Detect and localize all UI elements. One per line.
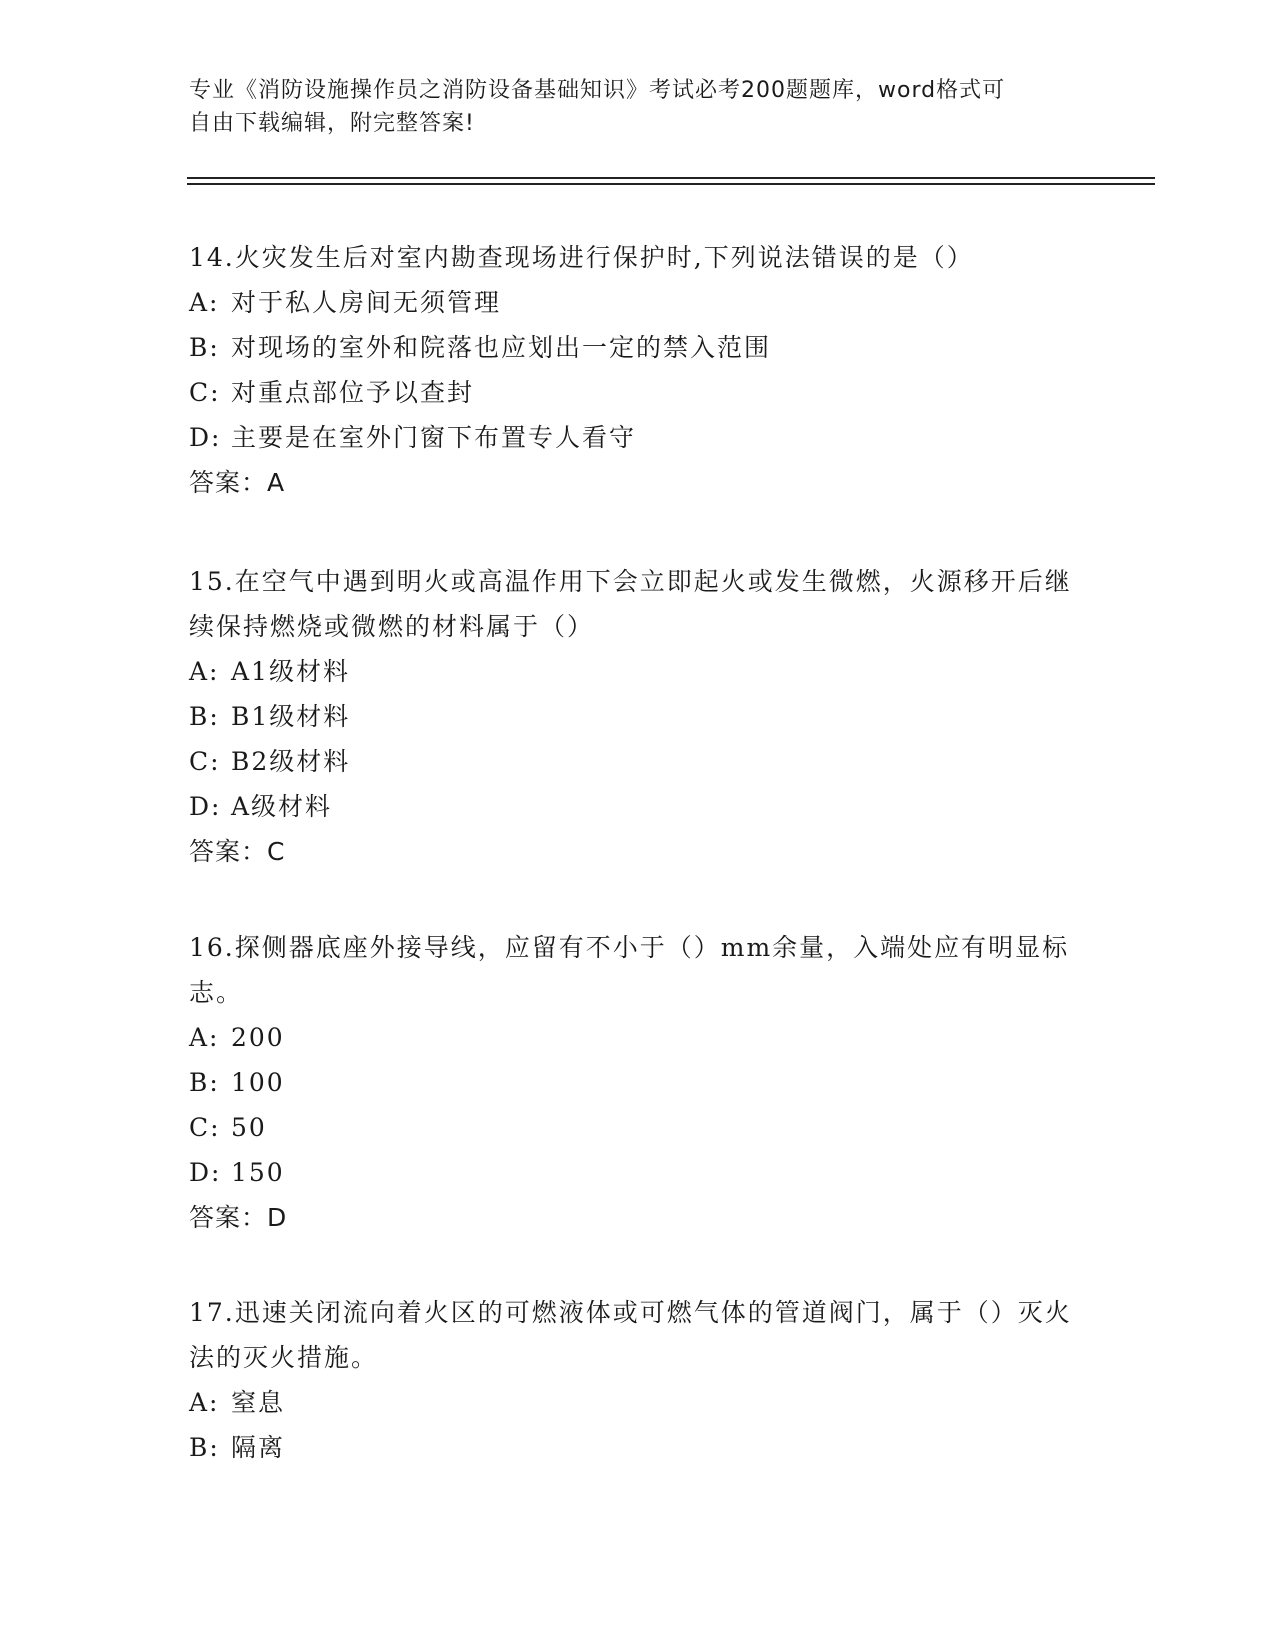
- option-letter: A:: [189, 657, 220, 686]
- option-letter: A:: [189, 288, 220, 317]
- option-b: [189, 694, 1089, 739]
- option-letter: A:: [189, 1388, 220, 1417]
- option-letter: D:: [189, 423, 222, 452]
- option-c: [189, 370, 1089, 415]
- answer-line: 答案：C: [189, 837, 286, 866]
- option-text: 窒息: [231, 1388, 286, 1417]
- option-b: [189, 325, 1089, 370]
- option-text: 隔离: [231, 1433, 286, 1462]
- option-a: [189, 1380, 1089, 1425]
- option-d: [189, 415, 1089, 460]
- option-text: 50: [231, 1113, 267, 1142]
- option-letter: B:: [189, 702, 220, 731]
- question-16: [189, 925, 1089, 1240]
- option-text: 对现场的室外和院落也应划出一定的禁入范围: [231, 333, 772, 362]
- answer-line: 答案：D: [189, 1203, 288, 1232]
- option-letter: B:: [189, 1433, 220, 1462]
- option-a: [189, 280, 1089, 325]
- question-stem: 14.火灾发生后对室内勘查现场进行保护时,下列说法错误的是（）: [189, 243, 974, 272]
- option-letter: B:: [189, 1068, 220, 1097]
- option-text: B2级材料: [231, 747, 351, 776]
- question-17: [189, 1290, 1089, 1470]
- option-a: [189, 649, 1089, 694]
- option-letter: D:: [189, 792, 222, 821]
- option-c: [189, 739, 1089, 784]
- option-text: A级材料: [231, 792, 333, 821]
- option-letter: C:: [189, 1113, 221, 1142]
- option-text: B1级材料: [231, 702, 351, 731]
- question-15: [189, 559, 1089, 874]
- option-text: 100: [231, 1068, 285, 1097]
- option-text: 对重点部位予以查封: [231, 378, 475, 407]
- answer-line: 答案：A: [189, 468, 286, 497]
- question-stem: 16.探侧器底座外接导线，应留有不小于（）mm余量，入端处应有明显标志。: [189, 933, 1070, 1007]
- option-letter: B:: [189, 333, 220, 362]
- option-b: [189, 1425, 1089, 1470]
- option-text: 主要是在室外门窗下布置专人看守: [231, 423, 637, 452]
- option-d: [189, 1150, 1089, 1195]
- option-text: A1级材料: [231, 657, 350, 686]
- document-header: [189, 74, 1089, 140]
- option-text: 150: [231, 1158, 285, 1187]
- option-b: [189, 1060, 1089, 1105]
- option-letter: C:: [189, 378, 221, 407]
- header-divider-top: [187, 177, 1155, 179]
- header-line-1: 专业《消防设施操作员之消防设备基础知识》考试必考200题题库，word格式可: [189, 78, 1006, 103]
- option-d: [189, 784, 1089, 829]
- option-text: 200: [231, 1023, 285, 1052]
- header-divider-bottom: [187, 183, 1155, 185]
- option-letter: A:: [189, 1023, 220, 1052]
- question-stem: 17.迅速关闭流向着火区的可燃液体或可燃气体的管道阀门，属于（）灭火法的灭火措施。: [189, 1298, 1072, 1372]
- option-letter: C:: [189, 747, 221, 776]
- option-c: [189, 1105, 1089, 1150]
- header-line-2: 自由下载编辑，附完整答案!: [189, 111, 475, 136]
- option-letter: D:: [189, 1158, 222, 1187]
- question-14: [189, 235, 1089, 505]
- option-a: [189, 1015, 1089, 1060]
- option-text: 对于私人房间无须管理: [231, 288, 502, 317]
- question-stem: 15.在空气中遇到明火或高温作用下会立即起火或发生微燃，火源移开后继续保持燃烧或微燃的材料属于（）: [189, 567, 1072, 641]
